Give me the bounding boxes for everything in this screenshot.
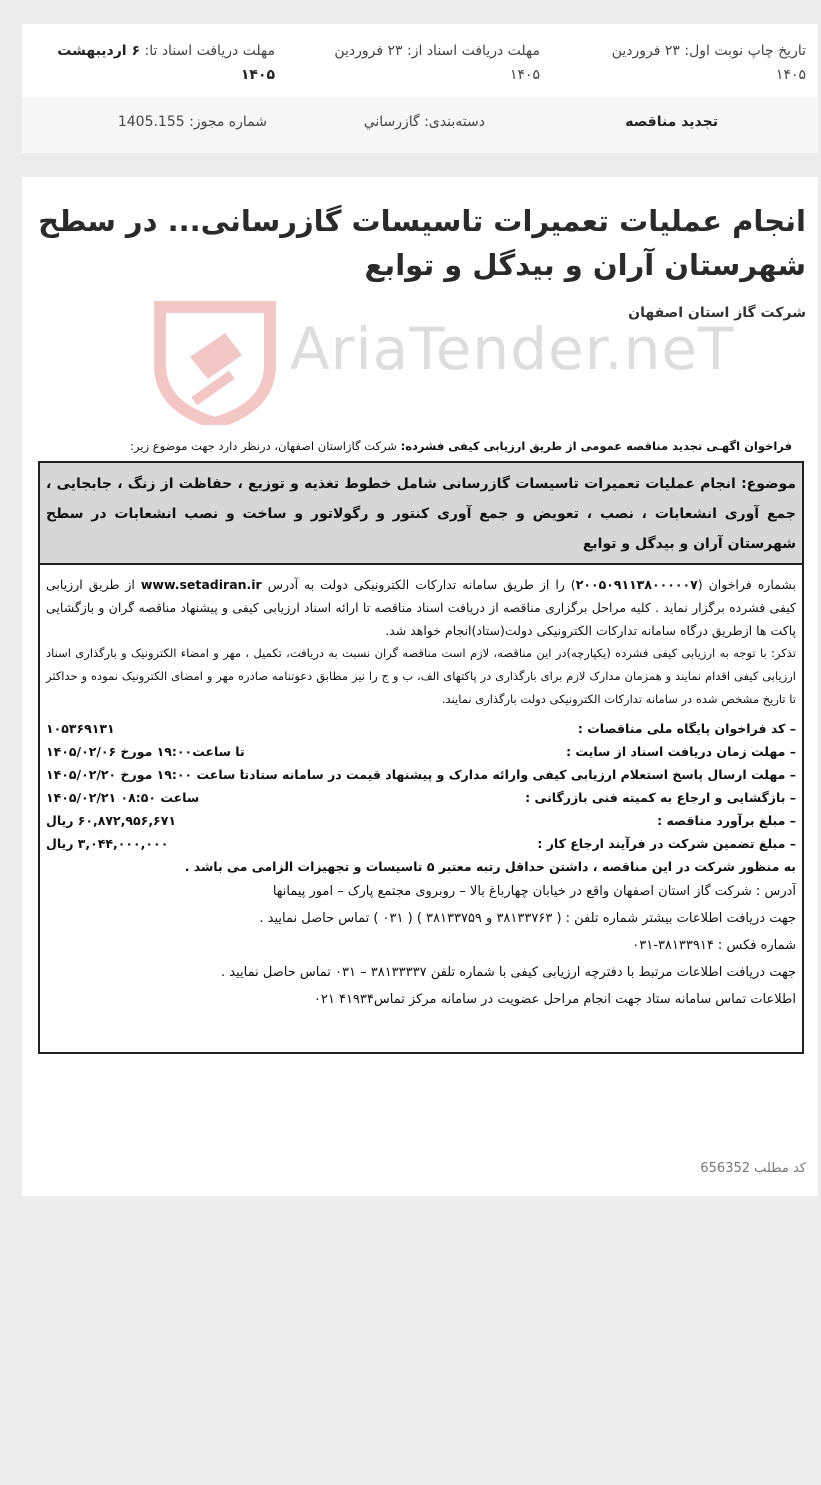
address: آدرس : شرکت گاز استان اصفهان واقع در خیابان چهارباغ بالا – روبروی مجتمع پارک – امور پیمانها <box>272 884 796 899</box>
notice-details <box>46 717 796 855</box>
quality-phone: جهت دریافت اطلاعات مرتبط با دفترچه ارزیابی کیفی با شماره تلفن ۳۸۱۳۳۳۳۷ – ۰۳۱ تماس حاصل نمایید . <box>221 965 796 980</box>
tender-dates <box>22 24 818 97</box>
notice-header: فراخوان اگهـی تجدید مناقصه عمومی از طریق ارزیابی کیفی فشرده: شرکت گازاستان اصفهان، درنظر دارد جهت موضوع زیر: <box>130 439 792 453</box>
notice-paragraph: بشماره فراخوان (۲۰۰۵۰۹۱۱۳۸۰۰۰۰۰۷) را از طریق سامانه تدارکات الکترونیکی دولت به آدرس www.setadiran.ir از طریق ارزیابی کیفی فشرده برگزار نماید . کلیه مراحل برگزاری مناقصه از دریافت اسناد مناقصه تا ارائه اسناد ارزیابی کیفی و پیشنهاد مناقصه گران و بازگشایی پاکت ها ازطریق درگاه سامانه تدارکات الکترونیکی دولت(ستاد)انجام خواهد شد. <box>46 577 796 638</box>
detail-row: – مهلت زمان دریافت اسناد از سایت : تا ساعت۱۹:۰۰ مورخ ۱۴۰۵/۰۲/۰۶ <box>46 744 796 759</box>
docs-to-date: مهلت دریافت اسناد تا: ۶ اردیبهشت ۱۴۰۵ <box>57 43 275 83</box>
tender-detail-card <box>22 177 818 1196</box>
tender-notice-scan <box>36 437 804 1054</box>
notice-subject: موضوع: انجام عملیات تعمیرات تاسیسات گازرسانی شامل خطوط تغذیه و توزیع ، حفاظت از زنگ ، جابجایی ، جمع آوری انشعابات ، نصب ، تعویض و جمع آوری کنتور و رگولاتور و ساخت و نصب انشعابات در سطح شهرستان آران و بیدگل و توابع <box>40 463 802 565</box>
tender-meta <box>22 97 818 153</box>
phone: جهت دریافت اطلاعات بیشتر شماره تلفن : ( ۳۸۱۳۳۷۶۳ و ۳۸۱۳۳۷۵۹ ) ( ۰۳۱ ) تماس حاصل نمایید . <box>259 911 796 926</box>
print-date: تاریخ چاپ نوبت اول: ۲۳ فروردین ۱۴۰۵ <box>611 43 806 83</box>
docs-from-date: مهلت دریافت اسناد از: ۲۳ فروردین ۱۴۰۵ <box>334 43 540 83</box>
fax: شماره فکس : ۳۸۱۳۳۹۱۴-۰۳۱ <box>632 938 796 953</box>
detail-row: – مبلغ تضمین شرکت در فرآیند ارجاع کار : ۳,۰۴۴,۰۰۰,۰۰۰ ریال <box>46 836 796 851</box>
watermark-shield-icon <box>150 295 310 425</box>
setad-url: www.setadiran.ir <box>140 577 262 592</box>
aria-tender-watermark <box>150 295 770 415</box>
notice-box <box>38 461 804 1054</box>
detail-row: – مهلت ارسال پاسخ استعلام ارزیابی کیفی وارائه مدارک و پیشنهاد قیمت در سامانه ستاد : تا ساعت ۱۹:۰۰ مورخ ۱۴۰۵/۰۲/۲۰ <box>46 767 796 782</box>
tender-title: انجام عملیات تعمیرات تاسیسات گازرسانی... در سطح شهرستان آران و بیدگل و توابع <box>38 204 806 282</box>
renewal-badge: تجدید مناقصه <box>625 114 718 130</box>
notice-note: تذکر: با توجه به ارزیابی کیفی فشرده (یکپارچه)در این مناقصه، لازم است مناقصه گران نسبت به دریافت، تکمیل ، مهر و امضاء الکترونیک و بارگذاری اسناد ارزیابی کیفی اقدام نمایند و همزمان مدارک لازم برای بارگذاری در پاکتهای الف، ب و ج را نیز مطابق دعوتنامه صادره مهر و امضای الکترونیک نموده و حداکثر تا تاریخ مشخص شده در سامانه تدارکات الکترونیکی دولت بارگذاری نمایند. <box>46 646 796 706</box>
category-label: دسته‌بندی: گازرساني <box>363 114 485 130</box>
detail-row: – کد فراخوان پایگاه ملی مناقصات : ۱۰۵۳۶۹۱۳۱ <box>46 721 796 736</box>
company-name: شرکت گاز استان اصفهان <box>628 305 806 321</box>
requirement: به منظور شرکت در این مناقصه ، داشتن حداقل رتبه معتبر ۵ تاسیسات و تجهیزات الزامی می باشد . <box>184 859 796 874</box>
setad-contact: اطلاعات تماس سامانه ستاد جهت انجام مراحل عضویت در سامانه مرکز تماس۴۱۹۳۴ ۰۲۱ <box>313 992 796 1007</box>
permit-number: شماره مجوز: 1405.155 <box>117 114 267 130</box>
article-code: کد مطلب 656352 <box>700 1161 806 1176</box>
tender-info-card <box>22 24 818 153</box>
detail-row: – بازگشایی و ارجاع به کمیته فنی بازرگانی : ساعت ۰۸:۵۰ ۱۴۰۵/۰۲/۲۱ <box>46 790 796 805</box>
detail-row: – مبلغ برآورد مناقصه : ۶۰,۸۷۲,۹۵۶,۶۷۱ ریال <box>46 813 796 828</box>
notice-body <box>46 573 796 1013</box>
watermark-text: AriaTender.neT <box>290 315 735 383</box>
